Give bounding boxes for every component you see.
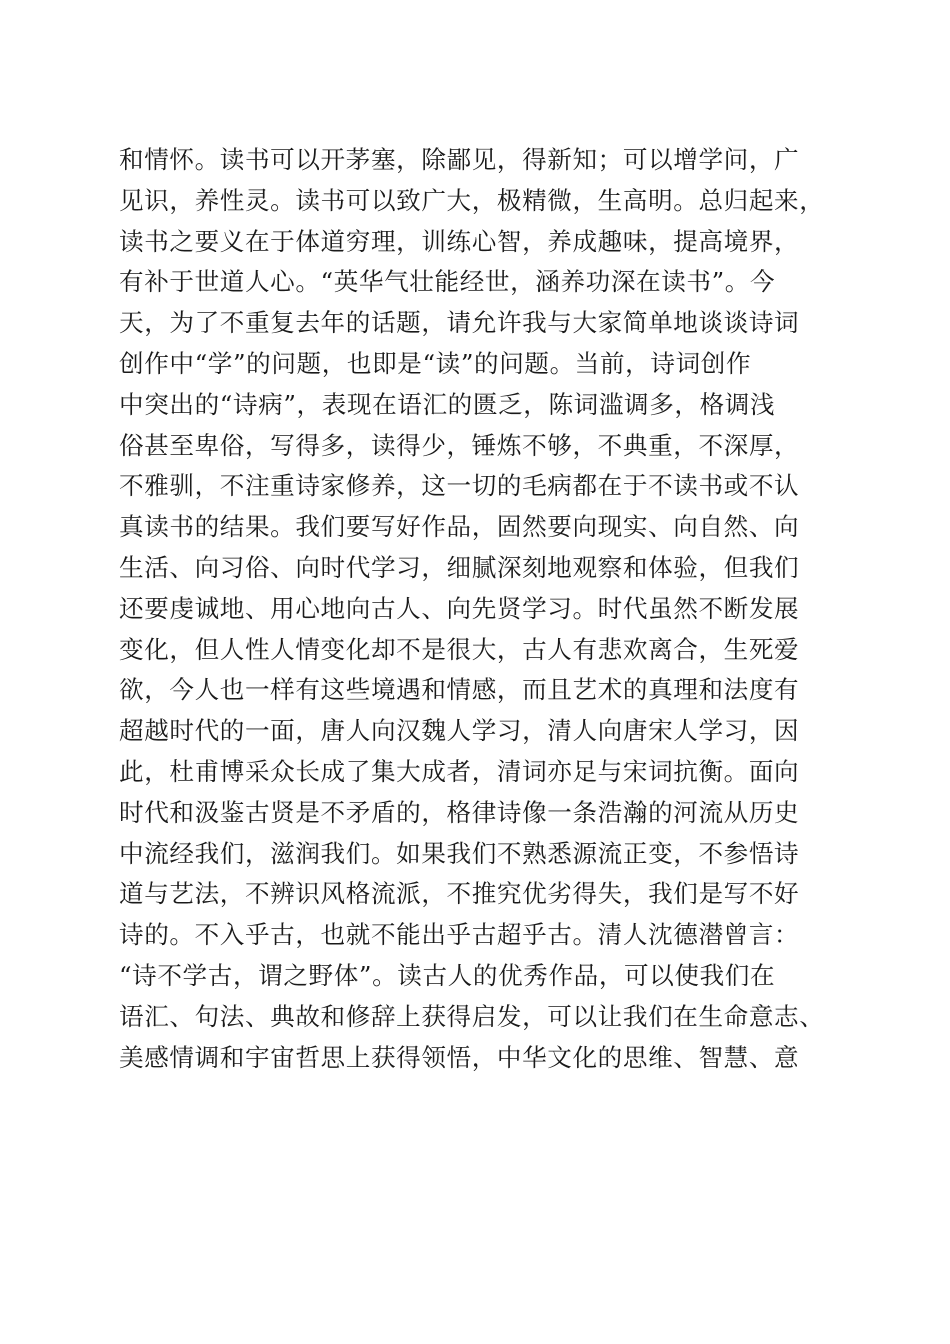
text-line: 此，杜甫博采众长成了集大成者，清词亦足与宋词抗衡。面向 (119, 756, 800, 786)
text-line: 语汇、句法、典故和修辞上获得启发，可以让我们在生命意志、 (119, 1001, 825, 1031)
text-line: 俗甚至卑俗，写得多，读得少，锤炼不够，不典重，不深厚， (119, 430, 800, 460)
text-line: 有补于世道人心。“英华气壮能经世，涵养功深在读书”。今 (119, 267, 776, 297)
body-paragraph (119, 140, 839, 1078)
text-line: 真读书的结果。我们要写好作品，固然要向现实、向自然、向 (119, 512, 800, 542)
text-line: 中突出的“诗病”，表现在语汇的匮乏，陈词滥调多，格调浅 (119, 389, 776, 419)
text-line: 创作中“学”的问题，也即是“读”的问题。当前，诗词创作 (119, 348, 752, 378)
text-line: 超越时代的一面，唐人向汉魏人学习，清人向唐宋人学习，因 (119, 716, 800, 746)
text-line: 不雅驯，不注重诗家修养，这一切的毛病都在于不读书或不认 (119, 471, 800, 501)
text-line: 中流经我们，滋润我们。如果我们不熟悉源流正变，不参悟诗 (119, 838, 800, 868)
text-line: 美感情调和宇宙哲思上获得领悟，中华文化的思维、智慧、意 (119, 1042, 800, 1072)
text-line: 读书之要义在于体道穷理，训练心智，养成趣味，提高境界， (119, 226, 800, 256)
text-line: 诗的。不入乎古，也就不能出乎古超乎古。清人沈德潜曾言： (119, 920, 800, 950)
text-line: 天，为了不重复去年的话题，请允许我与大家简单地谈谈诗词 (119, 308, 800, 338)
text-line: 欲，今人也一样有这些境遇和情感，而且艺术的真理和法度有 (119, 675, 800, 705)
text-line: “诗不学古，谓之野体”。读古人的优秀作品，可以使我们在 (119, 960, 776, 990)
text-line: 还要虔诚地、用心地向古人、向先贤学习。时代虽然不断发展 (119, 593, 800, 623)
text-line: 道与艺法，不辨识风格流派，不推究优劣得失，我们是写不好 (119, 879, 800, 909)
text-line: 变化，但人性人情变化却不是很大，古人有悲欢离合，生死爱 (119, 634, 800, 664)
text-line: 生活、向习俗、向时代学习，细腻深刻地观察和体验，但我们 (119, 552, 800, 582)
text-line: 和情怀。读书可以开茅塞，除鄙见，得新知；可以增学问，广 (119, 145, 800, 174)
text-line: 见识，养性灵。读书可以致广大，极精微，生高明。总归起来， (119, 185, 825, 215)
text-line: 时代和汲鉴古贤是不矛盾的，格律诗像一条浩瀚的河流从历史 (119, 797, 800, 827)
